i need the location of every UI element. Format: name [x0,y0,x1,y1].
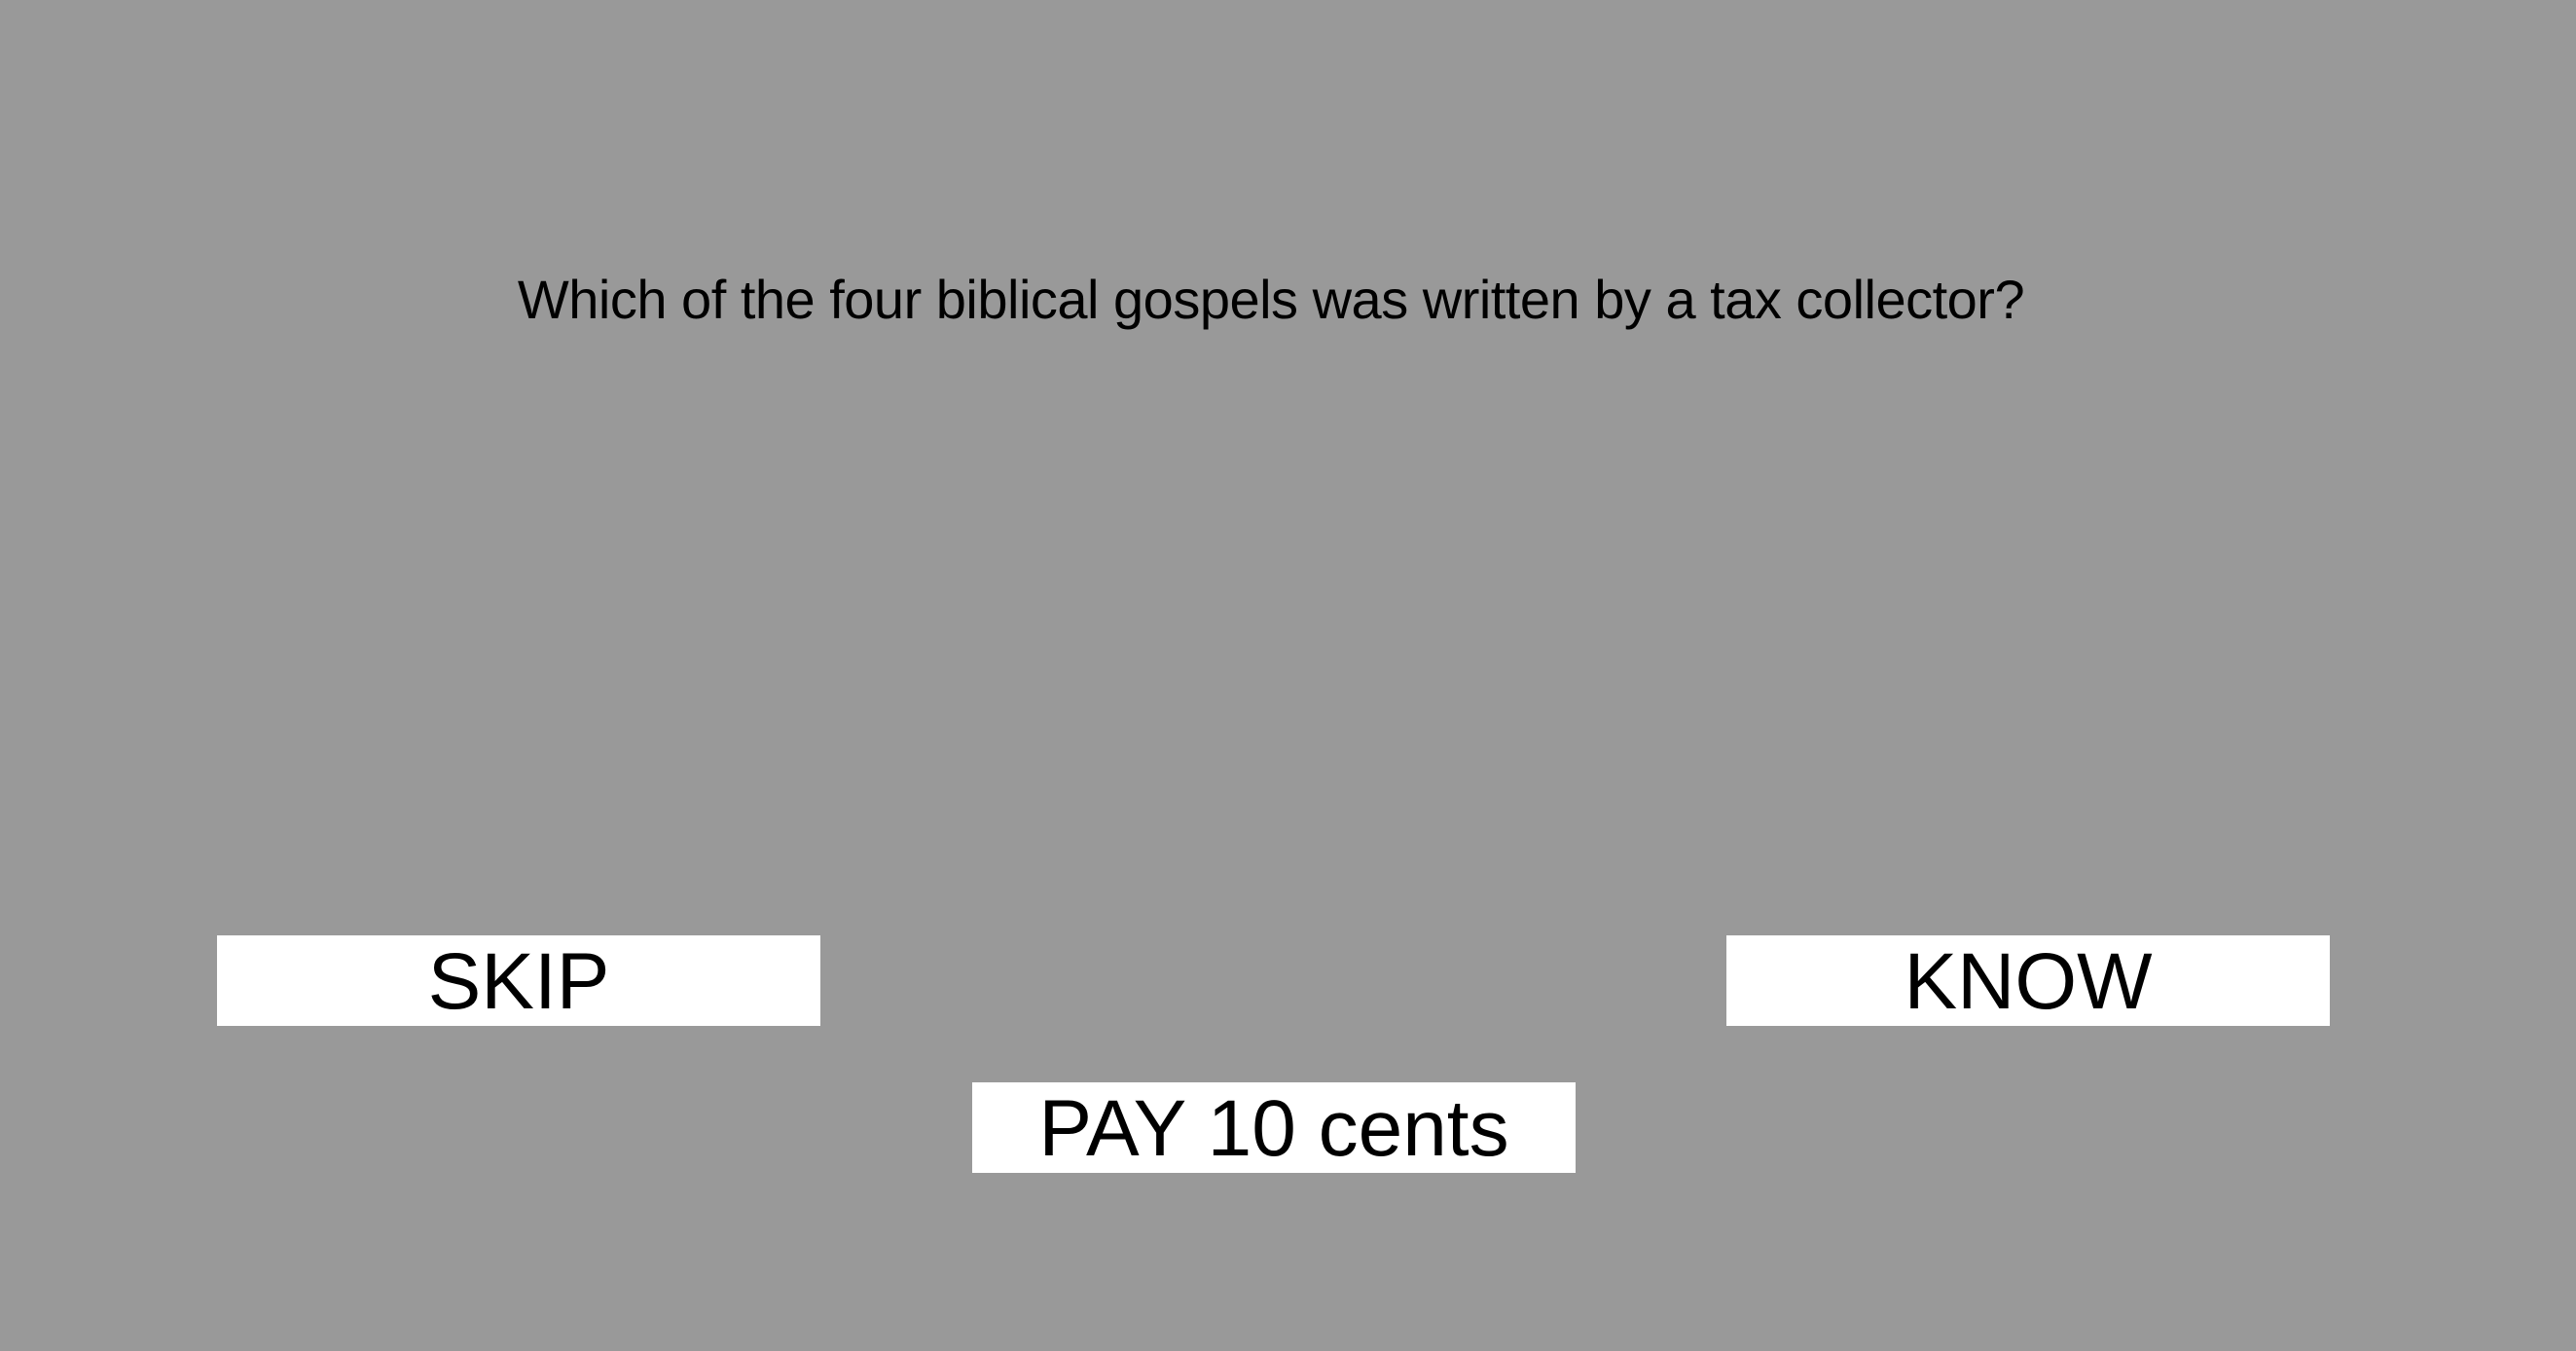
question-text: Which of the four biblical gospels was written by a tax collector? [517,269,2025,330]
skip-button[interactable]: SKIP [217,935,820,1026]
know-button[interactable]: KNOW [1726,935,2330,1026]
pay-button[interactable]: PAY 10 cents [972,1082,1576,1173]
